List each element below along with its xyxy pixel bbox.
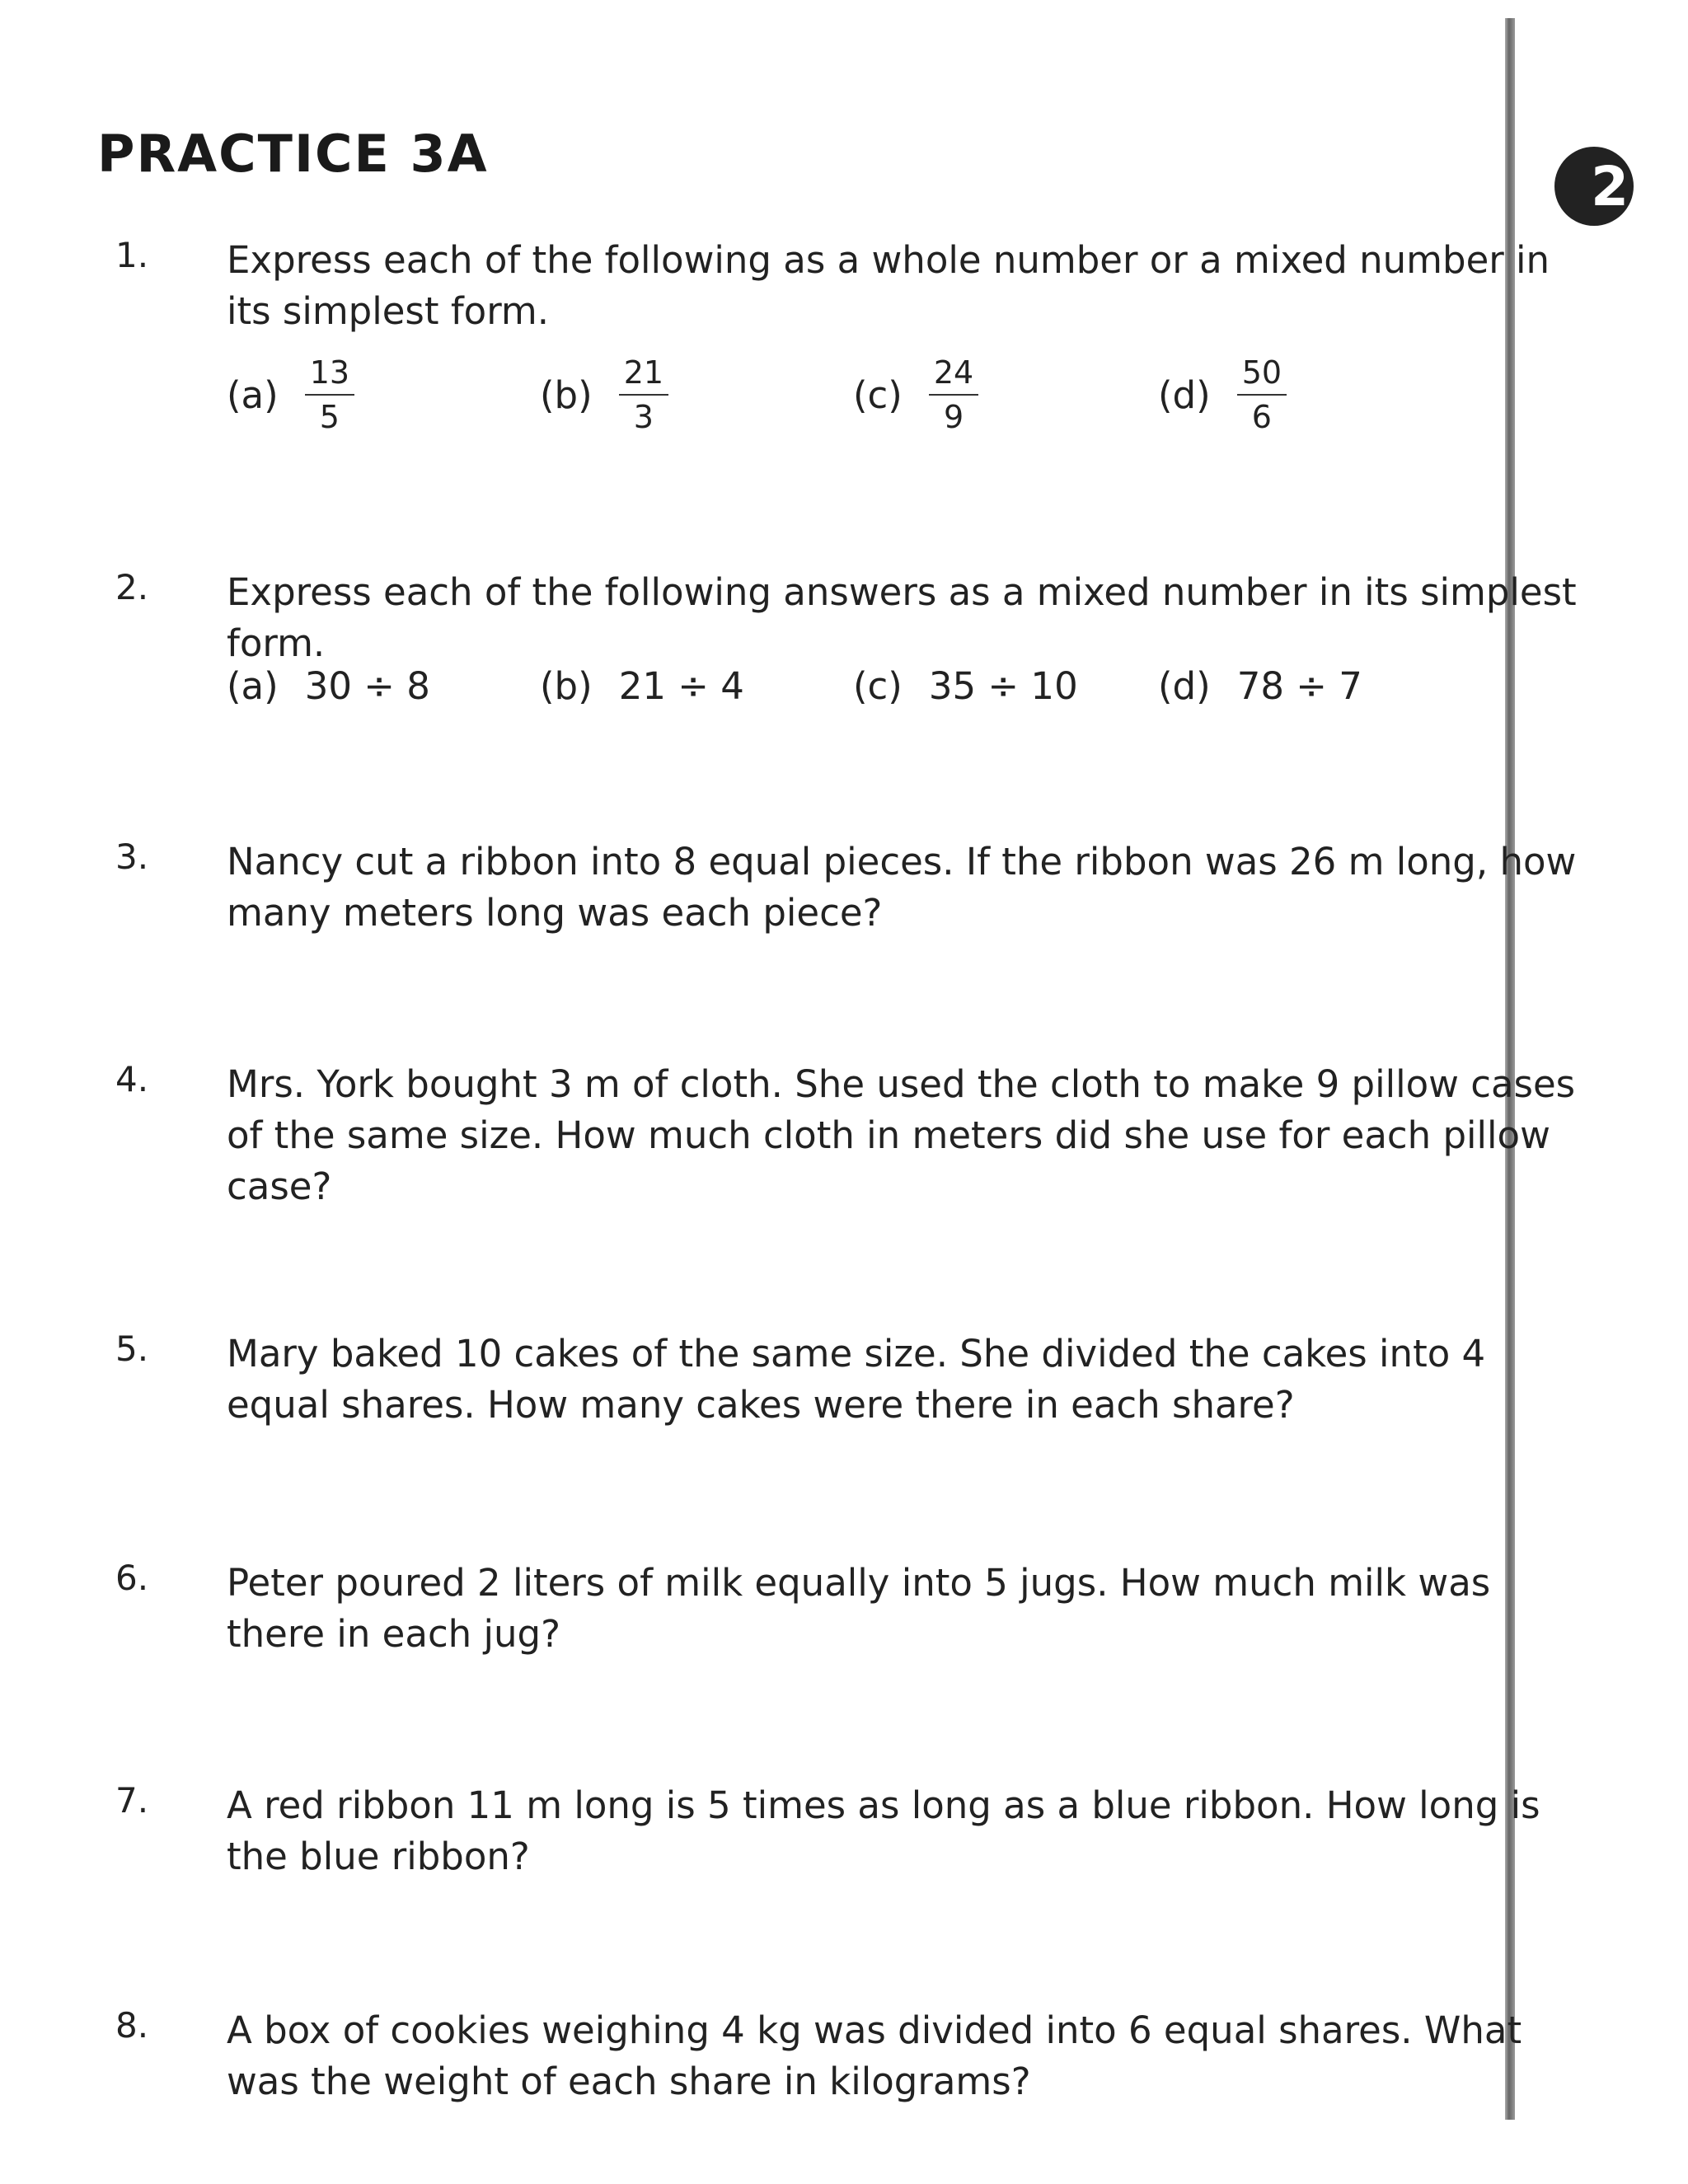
question-number: 4. bbox=[115, 1059, 149, 1099]
fraction bbox=[929, 354, 978, 435]
part-d bbox=[1158, 354, 1287, 435]
division-expression: 21 ÷ 4 bbox=[618, 664, 744, 708]
part-a bbox=[227, 664, 430, 708]
part-c bbox=[853, 664, 1078, 708]
part-c bbox=[853, 354, 978, 435]
part-label: (b) bbox=[540, 664, 593, 708]
question-text: Nancy cut a ribbon into 8 equal pieces. If the ribbon was 26 m long, how many meters long was each piece? bbox=[227, 840, 1577, 935]
denominator: 9 bbox=[943, 399, 964, 435]
part-label: (c) bbox=[853, 373, 903, 417]
question-text: A red ribbon 11 m long is 5 times as long as a blue ribbon. How long is the blue ribbon? bbox=[227, 1783, 1540, 1878]
question-text: Mrs. York bought 3 m of cloth. She used the cloth to make 9 pillow cases of the same size. How much cloth in meters did she use for each pillow case? bbox=[227, 1062, 1576, 1208]
question-number: 7. bbox=[115, 1780, 149, 1821]
question-number: 8. bbox=[115, 2005, 149, 2046]
question-number: 1. bbox=[115, 235, 149, 275]
part-d bbox=[1158, 664, 1362, 708]
numerator: 21 bbox=[619, 354, 668, 396]
division-expression: 30 ÷ 8 bbox=[304, 664, 430, 708]
fraction bbox=[1237, 354, 1287, 435]
numerator: 24 bbox=[929, 354, 978, 396]
part-a bbox=[227, 354, 354, 435]
division-expression: 78 ÷ 7 bbox=[1236, 664, 1362, 708]
question-text: Mary baked 10 cakes of the same size. She divided the cakes into 4 equal shares. How many cakes were there in each share? bbox=[227, 1332, 1486, 1427]
question-text: A box of cookies weighing 4 kg was divided into 6 equal shares. What was the weight of each share in kilograms? bbox=[227, 2008, 1522, 2103]
denominator: 3 bbox=[633, 399, 654, 435]
question-number: 5. bbox=[115, 1329, 149, 1369]
part-label: (d) bbox=[1158, 664, 1211, 708]
part-b bbox=[540, 354, 668, 435]
chapter-badge: 2 bbox=[1554, 147, 1634, 226]
question-number: 6. bbox=[115, 1558, 149, 1598]
question-text: Peter poured 2 liters of milk equally into 5 jugs. How much milk was there in each jug? bbox=[227, 1561, 1491, 1656]
part-b bbox=[540, 664, 744, 708]
question-number: 3. bbox=[115, 837, 149, 877]
fraction bbox=[619, 354, 668, 435]
part-label: (d) bbox=[1158, 373, 1211, 417]
division-expression: 35 ÷ 10 bbox=[928, 664, 1078, 708]
fraction bbox=[305, 354, 354, 435]
question-text: Express each of the following as a whole number or a mixed number in its simplest form. bbox=[227, 238, 1550, 333]
question-number: 2. bbox=[115, 567, 149, 607]
page-title: PRACTICE 3A bbox=[97, 124, 489, 184]
numerator: 50 bbox=[1237, 354, 1287, 396]
numerator: 13 bbox=[305, 354, 354, 396]
part-label: (c) bbox=[853, 664, 903, 708]
part-label: (a) bbox=[227, 664, 279, 708]
part-label: (b) bbox=[540, 373, 593, 417]
part-label: (a) bbox=[227, 373, 279, 417]
denominator: 5 bbox=[319, 399, 340, 435]
denominator: 6 bbox=[1251, 399, 1272, 435]
question-text: Express each of the following answers as a mixed number in its simplest form. bbox=[227, 570, 1577, 665]
